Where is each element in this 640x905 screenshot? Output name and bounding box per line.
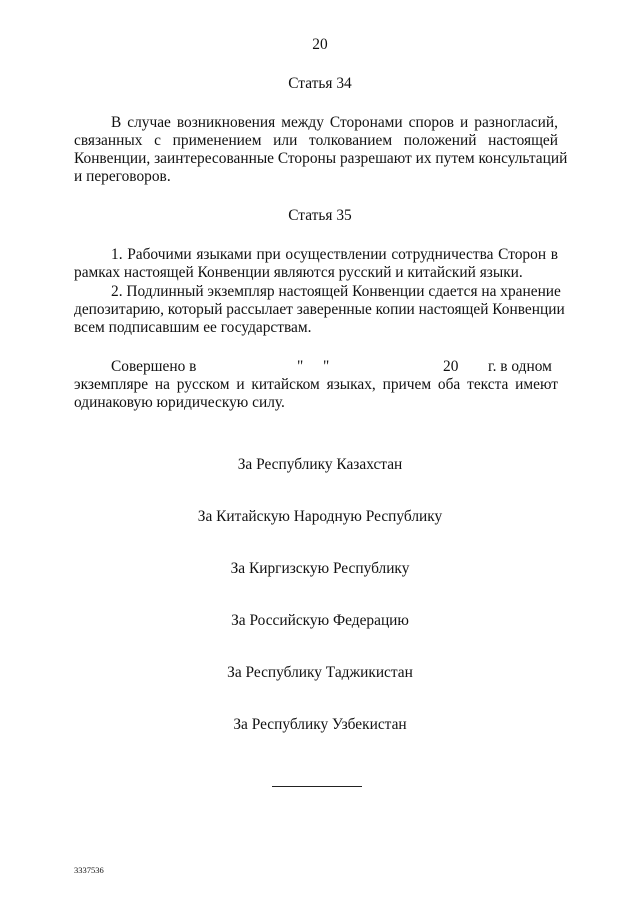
article-35-item-1-line-2: рамках настоящей Конвенции являются русский и китайский языки. xyxy=(74,264,523,281)
page-number: 20 xyxy=(312,36,328,53)
article-35-item-1-line-1: 1. Рабочими языками при осуществлении сотрудничества Сторон в xyxy=(111,246,558,263)
signatory-tajikistan: За Республику Таджикистан xyxy=(227,664,413,681)
done-at-year-suffix: г. в одном xyxy=(488,358,552,375)
article-35-item-2-line-3: всем подписавшим ее государствам. xyxy=(74,319,312,336)
article-34-line-1: В случае возникновения между Сторонами споров и разногласий, xyxy=(111,114,558,131)
article-34-line-2: связанных с применением или толкованием положений настоящей xyxy=(74,132,558,149)
article-34-line-4: и переговоров. xyxy=(74,168,171,185)
document-code: 3337536 xyxy=(74,864,104,875)
done-at-quote-open: " xyxy=(297,358,304,375)
article-35-item-2-line-2: депозитарию, который рассылает заверенные копии настоящей Конвенции xyxy=(74,301,565,318)
done-at-year-prefix: 20 xyxy=(443,358,459,375)
done-at-intro: Совершено в xyxy=(111,358,197,375)
signatory-china: За Китайскую Народную Республику xyxy=(197,508,443,525)
closing-divider xyxy=(272,786,362,787)
signatory-kazakhstan: За Республику Казахстан xyxy=(237,456,403,473)
article-35-item-2-line-1: 2. Подлинный экземпляр настоящей Конвенции сдается на хранение xyxy=(111,283,561,300)
done-at-line-3: одинаковую юридическую силу. xyxy=(74,394,285,411)
article-35-title: Статья 35 xyxy=(288,207,352,224)
done-at-line-2: экземпляре на русском и китайском языках, причем оба текста имеют xyxy=(74,376,558,393)
signatory-uzbekistan: За Республику Узбекистан xyxy=(233,716,407,733)
signatory-kyrgyzstan: За Киргизскую Республику xyxy=(230,560,410,577)
signatory-russia: За Российскую Федерацию xyxy=(231,612,409,629)
done-at-quote-close: " xyxy=(323,358,330,375)
article-34-title: Статья 34 xyxy=(288,75,352,92)
article-34-line-3: Конвенции, заинтересованные Стороны разрешают их путем консультаций xyxy=(74,150,568,167)
